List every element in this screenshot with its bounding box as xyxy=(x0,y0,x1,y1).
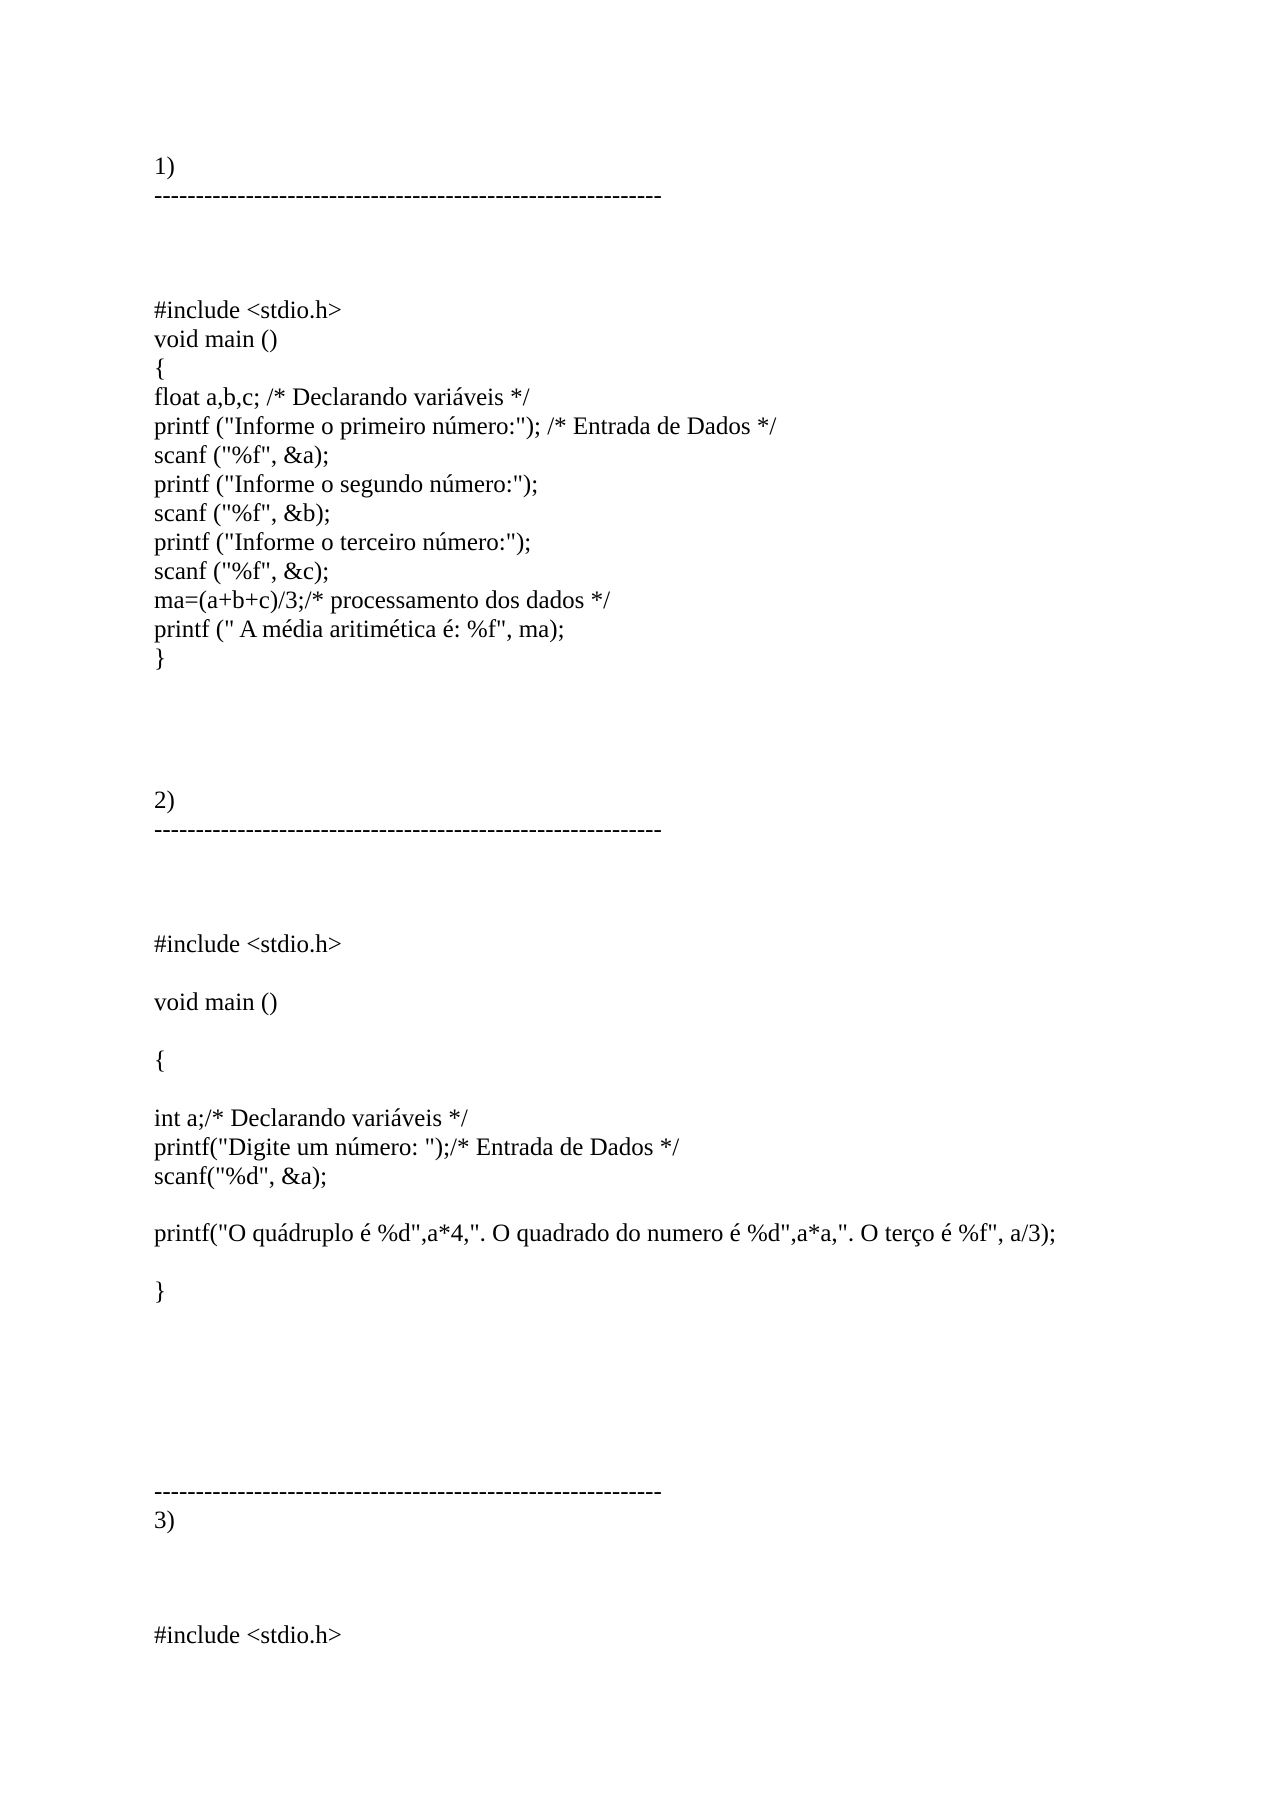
code-line: { xyxy=(154,1047,166,1074)
section-1-number: 1) xyxy=(154,153,175,180)
code-line: } xyxy=(154,645,166,672)
code-line: printf ("Informe o primeiro número:"); /* Entrada de Dados */ xyxy=(154,413,777,440)
code-line: printf ("Informe o terceiro número:"); xyxy=(154,529,532,556)
code-line: } xyxy=(154,1278,166,1305)
code-line: scanf ("%f", &c); xyxy=(154,558,330,585)
section-2-number: 2) xyxy=(154,787,175,814)
code-line: printf ("Informe o segundo número:"); xyxy=(154,471,539,498)
section-3-number: 3) xyxy=(154,1507,175,1534)
code-line: scanf("%d", &a); xyxy=(154,1163,328,1190)
code-line: scanf ("%f", &a); xyxy=(154,442,330,469)
section-1-separator: ------------------------------------------------------------- xyxy=(154,182,662,209)
code-line: int a;/* Declarando variáveis */ xyxy=(154,1105,468,1132)
code-line: ma=(a+b+c)/3;/* processamento dos dados */ xyxy=(154,587,611,614)
code-line: #include <stdio.h> xyxy=(154,1622,342,1649)
code-line: #include <stdio.h> xyxy=(154,297,342,324)
code-line: void main () xyxy=(154,989,278,1016)
code-line: printf("O quádruplo é %d",a*4,". O quadrado do numero é %d",a*a,". O terço é %f", a/3); xyxy=(154,1220,1056,1247)
code-line: void main () xyxy=(154,326,278,353)
code-line: float a,b,c; /* Declarando variáveis */ xyxy=(154,384,530,411)
section-2-separator: ------------------------------------------------------------- xyxy=(154,816,662,843)
code-line: printf("Digite um número: ");/* Entrada de Dados */ xyxy=(154,1134,680,1161)
code-line: scanf ("%f", &b); xyxy=(154,500,331,527)
code-line: { xyxy=(154,355,166,382)
code-line: printf (" A média aritimética é: %f", ma); xyxy=(154,616,565,643)
section-3-separator: ------------------------------------------------------------- xyxy=(154,1478,662,1505)
code-line: #include <stdio.h> xyxy=(154,931,342,958)
